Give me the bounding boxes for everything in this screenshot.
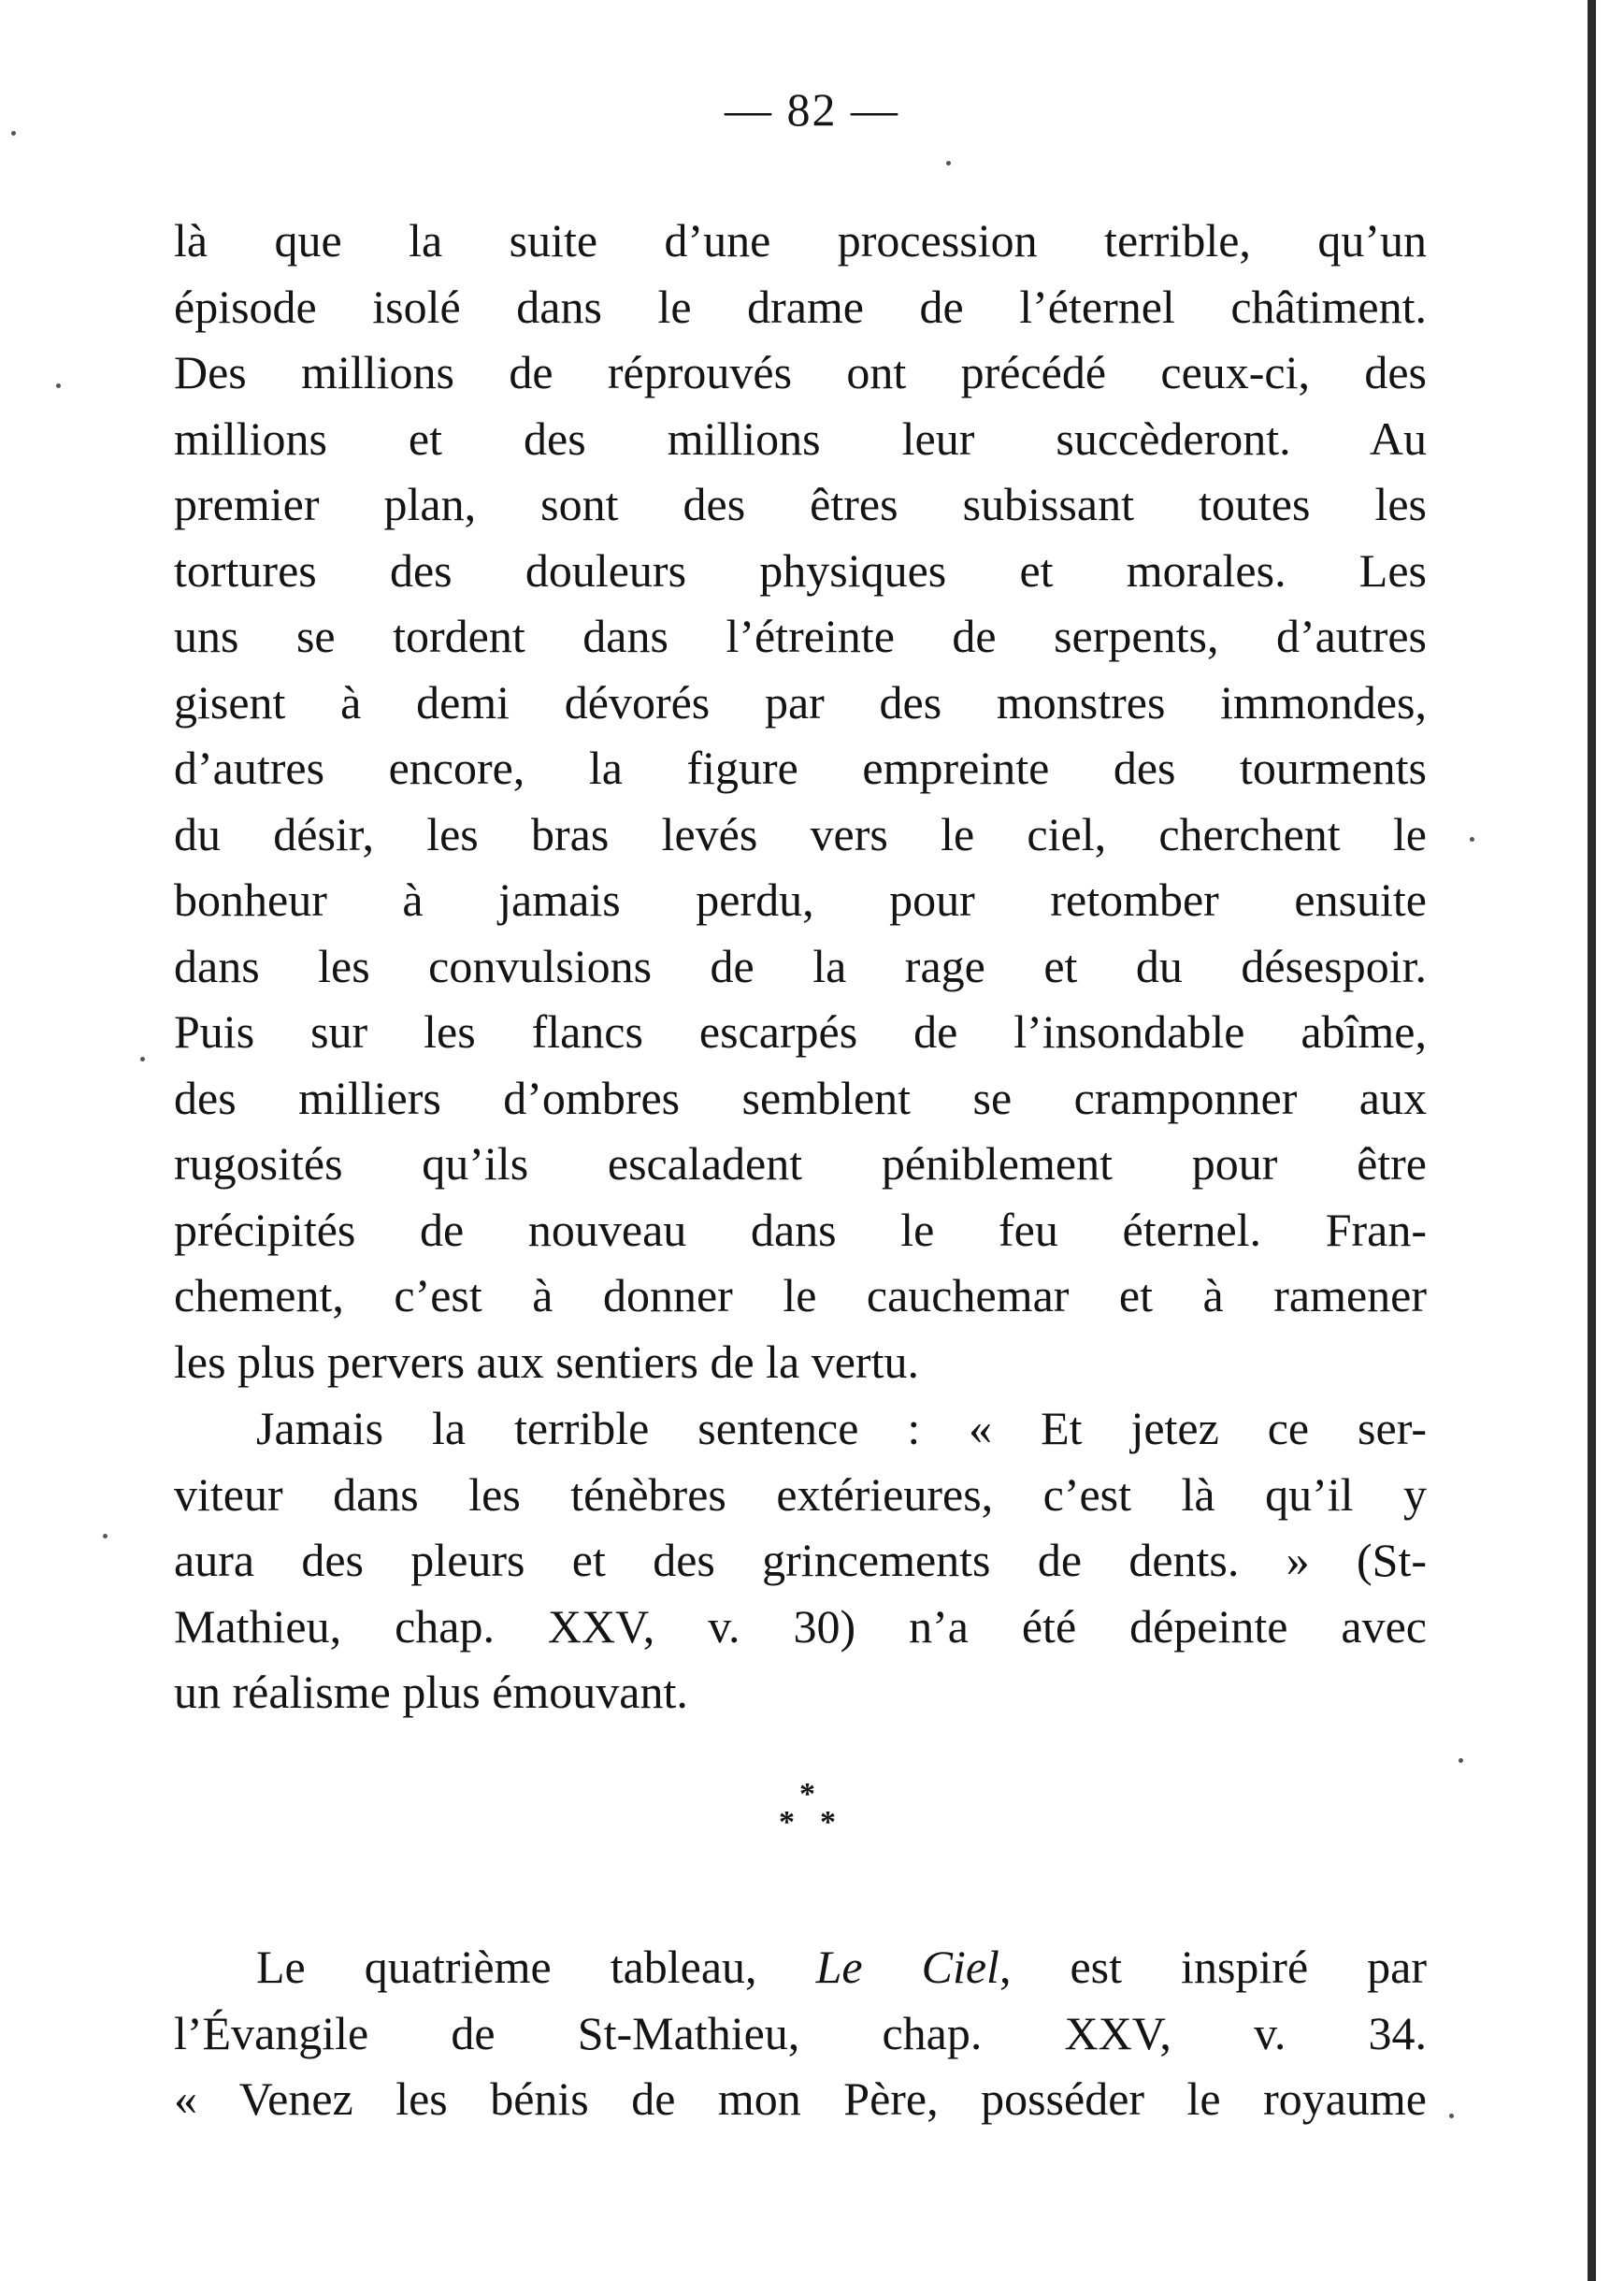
scan-speck xyxy=(1459,1758,1463,1763)
text-line: des milliers d’ombres semblent se cramponner aux xyxy=(174,1071,1427,1124)
text-line: Des millions de réprouvés ont précédé ceux-ci, des xyxy=(174,346,1427,398)
text-line: Puis sur les flancs escarpés de l’insondable abîme, xyxy=(174,1005,1427,1058)
text-line: tortures des douleurs physiques et morales. Les xyxy=(174,543,1427,597)
asterisk-icon: * xyxy=(820,1805,836,1840)
artwork-title: Le Ciel xyxy=(815,1941,999,1993)
text-line: du désir, les bras levés vers le ciel, cherchent le xyxy=(174,807,1427,860)
paragraph-fourth-tableau xyxy=(174,1934,1427,2132)
scan-speck xyxy=(11,131,16,136)
text-line: millions et des millions leur succèderont. Au xyxy=(174,411,1427,465)
asterisk-icon: * xyxy=(779,1805,795,1840)
asterism-separator xyxy=(0,1779,1624,1863)
text-line: chement, c’est à donner le cauchemar et à ramener xyxy=(174,1269,1427,1321)
scan-speck xyxy=(103,1534,108,1538)
scan-speck xyxy=(56,383,61,388)
text-line: épisode isolé dans le drame de l’éternel châtiment. xyxy=(174,280,1427,333)
text-line: Le quatrième tableau, Le Ciel, est inspiré par xyxy=(256,1941,1428,1993)
text-line: « Venez les bénis de mon Père, posséder le royaume xyxy=(174,2072,1427,2125)
text-line: bonheur à jamais perdu, pour retomber ensuite xyxy=(174,873,1427,926)
paragraph-hell-description xyxy=(174,208,1427,1394)
text-line: là que la suite d’une procession terrible, qu’un xyxy=(174,214,1427,267)
scan-speck xyxy=(1449,2114,1454,2118)
page-edge-shadow xyxy=(1588,0,1596,2281)
text-line: l’Évangile de St-Mathieu, chap. XXV, v. 34. xyxy=(174,2006,1427,2059)
text-line: un réalisme plus émouvant. xyxy=(174,1666,688,1718)
page-number: — 82 — xyxy=(725,83,899,136)
paragraph-sentence-quote xyxy=(174,1395,1427,1725)
scan-speck xyxy=(1470,837,1474,842)
text-line: les plus pervers aux sentiers de la vertu. xyxy=(174,1335,919,1388)
text-line: rugosités qu’ils escaladent péniblement pour être xyxy=(174,1137,1427,1190)
text-line: Mathieu, chap. XXV, v. 30) n’a été dépeinte avec xyxy=(174,1599,1427,1653)
text-line: précipités de nouveau dans le feu éternel. Fran- xyxy=(174,1203,1427,1256)
text-line: gisent à demi dévorés par des monstres immondes, xyxy=(174,675,1427,729)
scan-speck xyxy=(140,1057,145,1061)
text-line: premier plan, sont des êtres subissant toutes les xyxy=(174,478,1427,530)
text-line: d’autres encore, la figure empreinte des tourments xyxy=(174,742,1427,794)
text-line: Jamais la terrible sentence : « Et jetez ce ser- xyxy=(256,1402,1427,1454)
text-line: aura des pleurs et des grincements de dents. » (St- xyxy=(174,1534,1427,1586)
asterisk-icon: * xyxy=(799,1777,815,1812)
text-line: uns se tordent dans l’étreinte de serpents, d’autres xyxy=(174,610,1427,662)
text-line: viteur dans les ténèbres extérieures, c’est là qu’il y xyxy=(174,1467,1427,1521)
text-line: dans les convulsions de la rage et du désespoir. xyxy=(174,939,1427,992)
scan-speck xyxy=(946,161,951,166)
